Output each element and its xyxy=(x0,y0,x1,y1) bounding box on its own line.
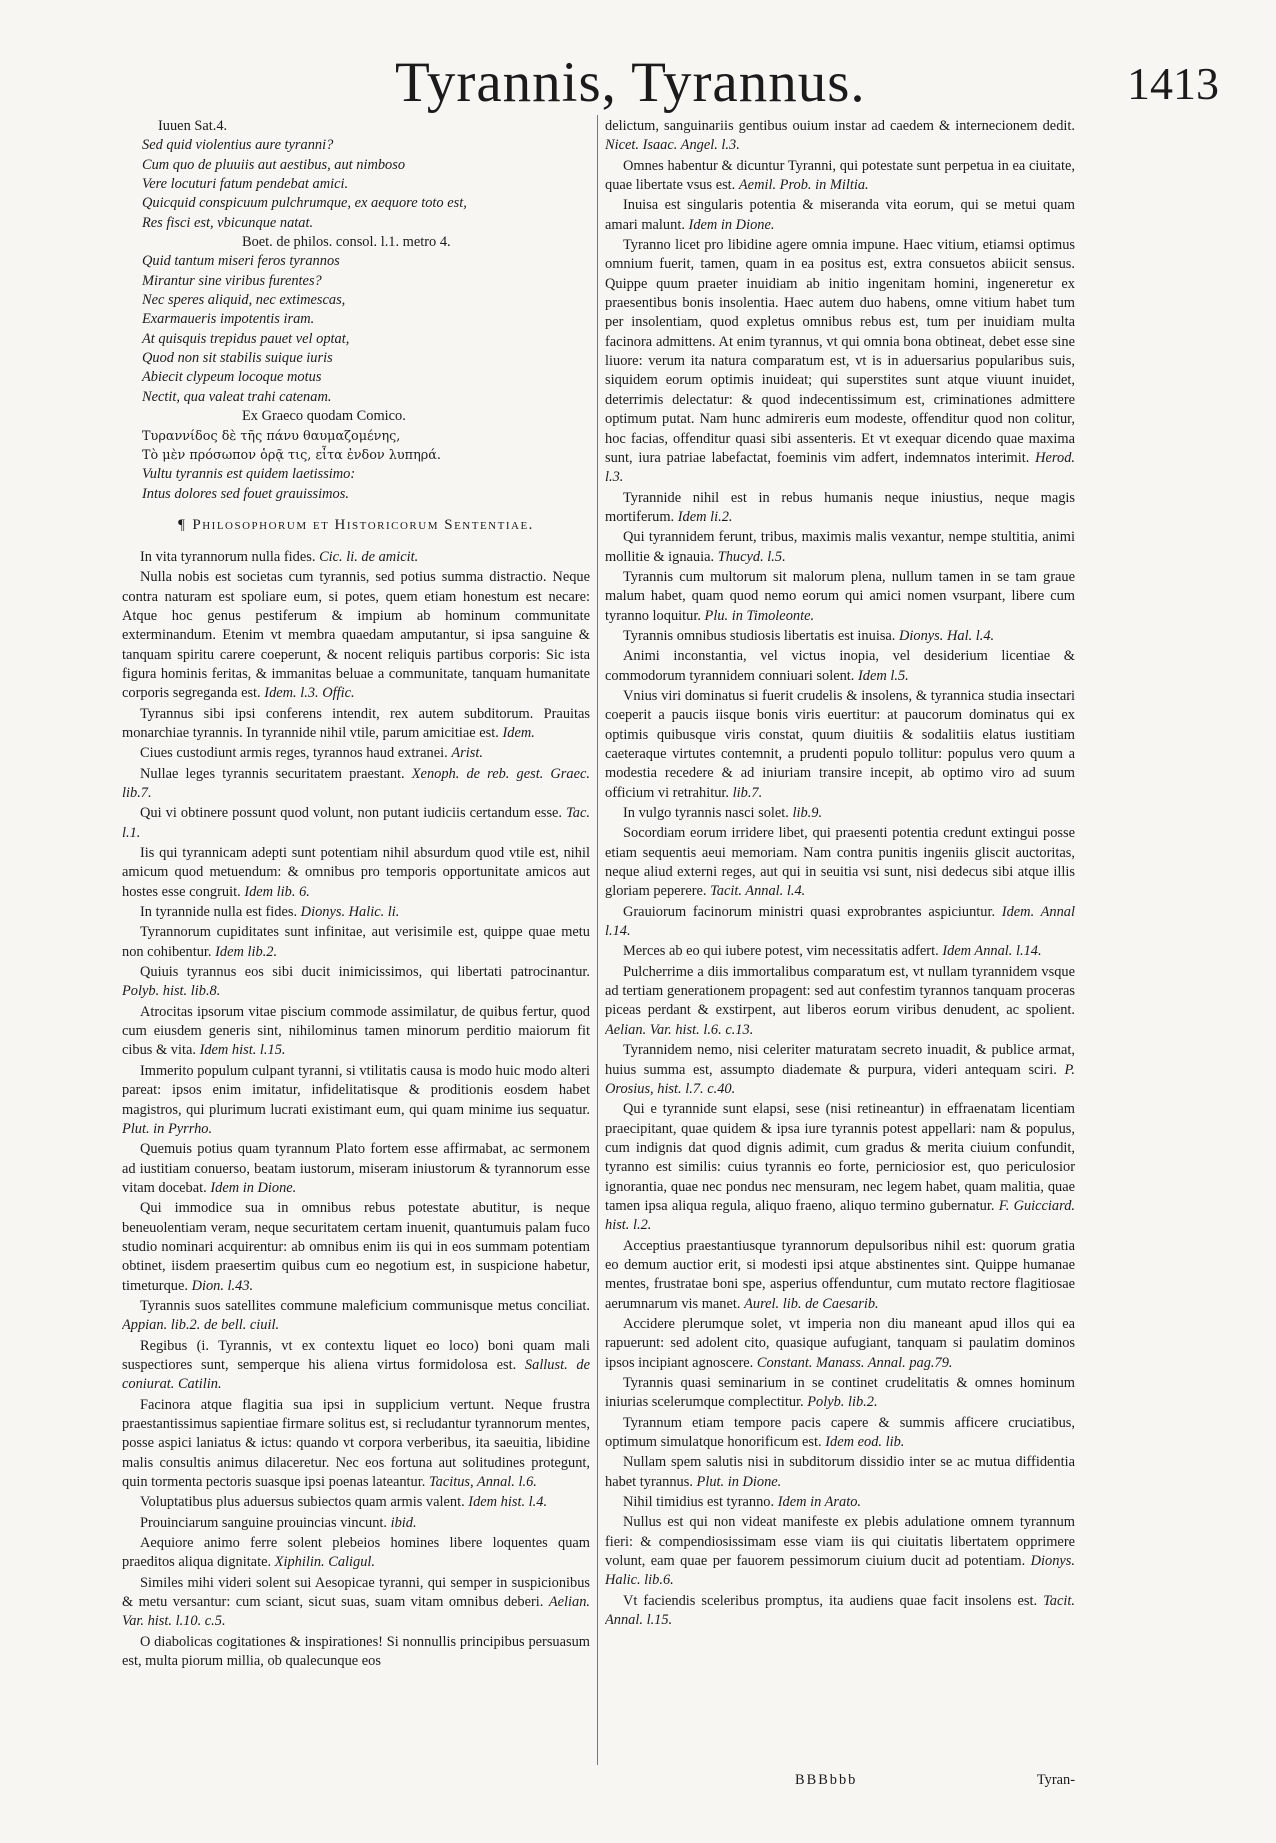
quotation-text: Tyrannis quasi seminarium in se continet crudelitatis & omnes hominum iniurias scelerumque complectitur. xyxy=(605,1375,1075,1411)
quotation-text: Similes mihi videri solent sui Aesopicae tyranni, qui semper in suspicionibus & metu versantur: cum sciant, sicut suas, suam vitam omnibus deberi. xyxy=(122,1574,590,1611)
quotation-text: Nullae leges tyrannis securitatem praestant. xyxy=(140,765,405,782)
quotation-paragraph xyxy=(122,1534,590,1573)
right-paragraphs xyxy=(605,117,1075,1630)
quotation-text: Tyrannis cum multorum sit malorum plena, nullum tamen in se tam graue malum habet, quam quod nemo eorum qui amici nomen vsurpant, libere cum tyranno loquitur. xyxy=(605,568,1075,624)
greek-verses xyxy=(122,427,590,466)
juvenal-source: Iuuen Sat.4. xyxy=(158,118,228,134)
quotation-text: Regibus (i. Tyrannis, vt ex contextu liquet eo loco) boni quam mali suspectiores sunt, semperque his aliena virtus formidolosa est. xyxy=(122,1337,590,1373)
citation: Dionys. Halic. lib.6. xyxy=(605,1553,1075,1589)
quotation-text: Tyrannus sibi ipsi conferens intendit, rex autem subditorum. Prauitas monarchiae tyrannis. In tyrannide nihil vtile, parum amicitiae est. xyxy=(122,705,590,741)
page-number: 1413 xyxy=(1127,58,1219,109)
latin-translation-verses xyxy=(122,465,590,504)
quotation-text: Prouinciarum sanguine prouincias vincunt. xyxy=(140,1514,387,1531)
verse-line: Nectit, qua valeat trahi catenam. xyxy=(142,388,332,405)
citation: Aurel. lib. de Caesarib. xyxy=(744,1295,879,1312)
citation: Tacitus, Annal. l.6. xyxy=(428,1474,537,1491)
quotation-paragraph xyxy=(122,1140,590,1198)
quotation-paragraph xyxy=(605,627,1075,646)
quotation-text: In tyrannide nulla est fides. xyxy=(140,904,298,921)
quotation-paragraph xyxy=(605,963,1075,1040)
verse-line: Quod non sit stabilis suique iuris xyxy=(142,350,333,367)
quotation-paragraph xyxy=(605,489,1075,528)
quotation-paragraph xyxy=(605,804,1075,823)
quotation-paragraph xyxy=(605,157,1075,196)
quotation-text: Tyrannis suos satellites commune maleficium communisque metus conciliat. xyxy=(140,1297,590,1314)
quotation-text: Voluptatibus plus aduersus subiectos quam armis valent. xyxy=(140,1494,465,1511)
quotation-paragraph xyxy=(122,1396,590,1493)
citation: Idem in Dione. xyxy=(688,216,775,233)
verse-line: Mirantur sine viribus furentes? xyxy=(142,272,322,289)
signature-mark: BBBbbb xyxy=(795,1772,858,1788)
citation: Plut. in Dione. xyxy=(696,1473,782,1490)
quotation-text: O diabolicas cogitationes & inspirationes! Si nonnullis principibus persuasum est, multa piorum millia, ob qualecunque eos xyxy=(122,1633,590,1670)
quotation-text: Immerito populum culpant tyranni, si vtilitatis causa is modo huic modo alteri pareat: ipsos enim imitatur, infidelitatisque & proditionis eosdem habet magistros, qui plurimum lucrati existimant eum, qui quam minime ius sequatur. xyxy=(122,1062,590,1118)
quotation-text: Tyrannorum cupiditates sunt infinitae, aut verisimile est, quippe quae metu non cohibentur. xyxy=(122,924,590,960)
column-divider xyxy=(597,115,598,1765)
quotation-text: Qui e tyrannide sunt elapsi, sese (nisi retineantur) in effraenatam licentiam praecipitant, quae quidem & ipsa iure tyrannis potest appellari: nam & populus, cum indignis dat quod dignis adimit, cum gradus & merita ciuium confundit, tyranno est similis: cuius tyrannis eo forte, perniciosior est, quo periculosior ignorantia, quae nec pondus nec mensuram, nec legem habet, quam malitia, quae tamen ipsa aliqua regula, aliquo fraeno, aliquo termino gubernatur. xyxy=(605,1101,1075,1214)
quotation-paragraph xyxy=(605,568,1075,626)
citation: Tac. l.1. xyxy=(122,805,590,841)
citation: lib.7. xyxy=(732,784,763,801)
citation: Idem in Arato. xyxy=(777,1494,861,1511)
citation: Xiphilin. Caligul. xyxy=(274,1554,376,1571)
citation: Cic. li. de amicit. xyxy=(319,548,419,565)
citation: Nicet. Isaac. Angel. l.3. xyxy=(605,137,740,154)
quotation-text: Grauiorum facinorum ministri quasi exprobrantes aspiciuntur. xyxy=(623,903,996,920)
quotation-paragraph xyxy=(122,1003,590,1061)
quotation-text: Qui immodice sua in omnibus rebus potestate abutitur, is neque beneuolentiam veram, neque securitatem certam inuenit, quantumuis palam fuco studio nominari acquirentur: ab omnibus enim iis qui in eos summam potentiam obtinet, iisdem praesertim quibus cum eo negotium est, in suspicione habetur, timeturque. xyxy=(122,1200,590,1294)
quotation-text: Pulcherrime a diis immortalibus comparatum est, vt nullam tyrannidem vsque ad tertiam generationem propagent: sed aut confestim tyrannos tanquam proceras piceas perdant & exstirpent, aut liberos eorum viribus denudent, ac spolient. xyxy=(605,963,1075,1019)
verse-line: Quicquid conspicuum pulchrumque, ex aequore toto est, xyxy=(142,195,467,212)
citation: Aemil. Prob. in Miltia. xyxy=(738,177,869,194)
citation: Tacit. Annal. l.15. xyxy=(605,1592,1075,1629)
quotation-paragraph xyxy=(122,963,590,1002)
quotation-text: Accidere plerumque solet, vt imperia non diu maneant apud illos qui ea rapuerunt: sed adolent cito, quasique aufugiant, tanquam si paulatim dominos ipsos incipiant agnoscere. xyxy=(605,1315,1075,1371)
citation: Appian. lib.2. de bell. ciuil. xyxy=(122,1317,280,1334)
citation: Dionys. Halic. li. xyxy=(300,904,400,921)
verse-line: Nec speres aliquid, nec extimescas, xyxy=(142,292,346,309)
quotation-paragraph xyxy=(122,903,590,922)
citation: Dionys. Hal. l.4. xyxy=(899,627,995,644)
quotation-text: Nulla nobis est societas cum tyrannis, sed potius summa distractio. Neque contra naturam est spoliare eum, si potes, quem etiam honestum est necare: Atque hoc genus pestiferum & impium ab hominum communitate exterminandum. Etenim vt membra quaedam amputantur, si ipsa sanguine & tanquam spiritu carere coeperunt, & nocent reliquis partibus corporis: Sic ista figura hominis feritas, & immanitas beluae a communitate, tanquam humanitate corporis segreganda est. xyxy=(122,569,590,702)
quotation-text: Merces ab eo qui iubere potest, vim necessitatis adfert. xyxy=(623,943,939,960)
citation: Sallust. de coniurat. Catilin. xyxy=(122,1356,590,1393)
quotation-text: Tyrannide nihil est in rebus humanis neque iniustius, neque magis mortiferum. xyxy=(605,489,1075,525)
verse-line: Res fisci est, vbicunque natat. xyxy=(142,214,314,231)
quotation-paragraph xyxy=(605,824,1075,901)
quotation-paragraph xyxy=(605,1041,1075,1099)
verse-line: Vultu tyrannis est quidem laetissimo: xyxy=(142,466,356,483)
greek-verse-line: Τὸ μὲν πρόσωπον ὁρᾷ τις, εἶτα ἐνδον λυπηρά. xyxy=(142,447,441,463)
quotation-paragraph xyxy=(605,903,1075,942)
quotation-paragraph xyxy=(605,1237,1075,1314)
quotation-paragraph xyxy=(122,1062,590,1139)
citation: Aelian. Var. hist. l.6. c.13. xyxy=(605,1021,754,1038)
quotation-text: Atrocitas ipsorum vitae piscium commode assimilatur, de quibus fertur, quod cum eiusdem generis sint, nihilominus tamen minorum perditio maiorum fit cibus & vita. xyxy=(122,1003,590,1059)
citation: Polyb. lib.2. xyxy=(807,1394,878,1411)
quotation-paragraph xyxy=(122,765,590,804)
verse-line: Cum quo de pluuiis aut aestibus, aut nimboso xyxy=(142,156,406,173)
quotation-paragraph xyxy=(122,1633,590,1672)
section-heading: ¶ Philosophorum et Historicorum Sententiae. xyxy=(178,516,534,533)
citation: Idem eod. lib. xyxy=(825,1434,905,1451)
citation: Polyb. hist. lib.8. xyxy=(122,983,221,1000)
quotation-text: Omnes habentur & dicuntur Tyranni, qui potestate sunt perpetua in ea ciuitate, quae libertate vsus est. xyxy=(605,157,1075,194)
citation: Idem in Dione. xyxy=(210,1179,297,1196)
quotation-paragraph xyxy=(122,923,590,962)
quotation-text: Qui tyrannidem ferunt, tribus, maximis malis vexantur, nempe stultitia, animi mollitie & ignauia. xyxy=(605,529,1075,565)
verse-line: Sed quid violentius aure tyranni? xyxy=(142,137,334,154)
quotation-text: Iis qui tyrannicam adepti sunt potentiam nihil absurdum quod vtile est, nihil amicum quod metuendum: & omnibus pro temporis opportunitate amicos aut hostes esse congruit. xyxy=(122,845,590,900)
quotation-paragraph xyxy=(605,942,1075,961)
catchword: Tyran- xyxy=(1036,1772,1075,1788)
citation: Dion. l.43. xyxy=(191,1277,254,1294)
quotation-text: In vulgo tyrannis nasci solet. xyxy=(623,805,789,822)
citation: Idem lib.2. xyxy=(215,943,278,960)
quotation-text: Ciues custodiunt armis reges, tyrannos haud extranei. xyxy=(140,745,448,762)
quotation-text: Qui vi obtinere possunt quod volunt, non putant iudiciis certandum esse. xyxy=(140,805,563,822)
quotation-paragraph xyxy=(605,117,1075,156)
citation: Plut. in Pyrrho. xyxy=(122,1120,213,1137)
pilcrow-icon: ¶ xyxy=(178,516,187,533)
quotation-text: Facinora atque flagitia sua ipsi in supplicium vertunt. Neque frustra praestantissimus sapientiae firmare solitus est, si recludantur tyrannorum mentes, posse aspici laniatus & ictus: quando vt corpora verberibus, ita saeuitia, libidine malis consultis animus dilaceretur. Nec eos fortuna aut solitudines protegunt, quin tormenta pectoris suasque ipsi poenas lateantur. xyxy=(122,1396,590,1491)
quotation-text: Tyrannidem nemo, nisi celeriter maturatam secreto inuadit, & publice armat, huius summa est, assumpto diademate & purpura, videri antequam sciri. xyxy=(605,1042,1075,1078)
quotation-paragraph xyxy=(605,1453,1075,1492)
quotation-paragraph xyxy=(605,1414,1075,1453)
greek-source: Ex Graeco quodam Comico. xyxy=(242,408,406,425)
greek-verse-line: Τυραννίδος δὲ τῆς πάνυ θαυμαζομένης, xyxy=(142,428,401,444)
citation: Idem hist. l.15. xyxy=(199,1042,286,1059)
boethius-source: Boet. de philos. consol. l.1. metro 4. xyxy=(242,234,451,251)
verse-line: Exarmaueris impotentis iram. xyxy=(142,311,315,328)
citation: Plu. in Timoleonte. xyxy=(704,607,815,624)
citation: Idem li.2. xyxy=(677,508,733,525)
quotation-paragraph xyxy=(122,568,590,703)
quotation-text: Vnius viri dominatus si fuerit crudelis & insolens, & tyrannica studia insectari coeperit a paucis iisque bonis viris euertitur: at paucorum dominatus qui ex optimis quibusque viris constat, quum diuitiis & sodalitiis elatus iustitiam caeteraque virtutes contemnit, a prudenti populo tollitur: populus vero quum a modestia recedere & ad iniuriam transire incepit, ab optimo viro ad suum officium vi retrahitur. xyxy=(605,687,1075,801)
citation: lib.9. xyxy=(792,805,823,822)
verse-line: Intus dolores sed fouet grauissimos. xyxy=(142,485,349,502)
citation: P. Orosius, hist. l.7. c.40. xyxy=(605,1061,1075,1097)
quotation-text: Quemuis potius quam tyrannum Plato fortem esse affirmabat, ac sermonem ad iustitiam conuerso, beatam iustorum, miseram iniustorum & tyrannorum esse vitam docebat. xyxy=(122,1141,590,1196)
quotation-paragraph xyxy=(122,1514,590,1533)
quotation-text: Tyranno licet pro libidine agere omnia impune. Haec vitium, etiamsi optimus omnium fuerit, tamen, quam in ea positus est, extra consuetos abiicit sensus. Quippe quum praeter inuidiam ab initio ingenitam homini, ingeneretur ex praesentibus bonis insolentia. Haec autem duo habens, omne vitium habet tum per insolentiam, quod expletus omnibus rebus est, tum per inuidiam multa facinora admittens. At enim tyrannus, vt qui omnia bona obtineat, debet esse sine liuore: verum ita natura comparatum est, vt is in aduersarius popularibus suis, siquidem eorum optimis inuideat; qui superstites sunt atque viuunt inuidet, deterrimis delectatur: & quod indecentissimum est, criminationes admittere optimum putat. Nam hunc admireris eum modeste, offenditur quod non colitur, hoc facias, offenditur quasi sibi assenteris. Et vt exequar dicendo quae maxima sunt, iura patriae labefactat, foeminis vim adfert, indemnatos interimit. xyxy=(605,237,1075,466)
quotation-paragraph xyxy=(605,1592,1075,1631)
quotation-paragraph xyxy=(605,1493,1075,1512)
quotation-paragraph xyxy=(122,744,590,763)
citation: Idem. xyxy=(502,724,535,741)
quotation-text: Quiuis tyrannus eos sibi ducit inimicissimos, qui libertati patrocinantur. xyxy=(140,964,590,981)
quotation-text: Nullam spem salutis nisi in subditorum dissidio inter se ac mutua diffidentia habet tyrannus. xyxy=(605,1454,1075,1490)
quotation-text: delictum, sanguinariis gentibus ouium instar ad caedem & internecionem dedit. xyxy=(605,118,1075,134)
running-header xyxy=(0,48,1276,118)
citation: F. Guicciard. hist. l.2. xyxy=(605,1197,1075,1234)
quotation-paragraph xyxy=(122,548,590,567)
quotation-text: Nullus est qui non videat manifeste ex plebis adulatione omnem tyrannum fieri: & compendiosissimam esse viam iis qui ciuitatis libertatem opprimere volunt, eam quae per fauorem pessimorum ciuium ducit ad potentiam. xyxy=(605,1514,1075,1570)
quotation-paragraph xyxy=(122,804,590,843)
quotation-paragraph xyxy=(122,1199,590,1296)
citation: Idem. Annal l.14. xyxy=(605,903,1075,940)
quotation-paragraph xyxy=(605,1513,1075,1590)
quotation-paragraph xyxy=(605,647,1075,686)
citation: Idem. l.3. Offic. xyxy=(264,685,355,702)
page-title: Tyrannis, Tyrannus. xyxy=(395,51,866,114)
citation: Idem Annal. l.14. xyxy=(942,943,1042,960)
quotation-text: In vita tyrannorum nulla fides. xyxy=(140,548,316,565)
quotation-text: Tyrannum etiam tempore pacis capere & summis afficere cruciatibus, optimum simulatque honorificum est. xyxy=(605,1414,1075,1451)
citation: Idem hist. l.4. xyxy=(468,1494,548,1511)
quotation-text: Nihil timidius est tyranno. xyxy=(623,1494,775,1511)
left-paragraphs xyxy=(122,548,590,1672)
juvenal-verses xyxy=(122,136,590,233)
boethius-verses xyxy=(122,252,590,407)
quotation-paragraph xyxy=(605,528,1075,567)
citation: ibid. xyxy=(390,1514,417,1531)
quotation-paragraph xyxy=(605,1374,1075,1413)
citation: Idem lib. 6. xyxy=(244,883,310,900)
left-column xyxy=(122,117,590,1767)
verse-line: Quid tantum miseri feros tyrannos xyxy=(142,253,340,270)
quotation-paragraph xyxy=(122,705,590,744)
quotation-paragraph xyxy=(605,196,1075,235)
quotation-paragraph xyxy=(122,1493,590,1512)
verse-line: Vere locuturi fatum pendebat amici. xyxy=(142,176,349,193)
quotation-paragraph xyxy=(605,1315,1075,1373)
quotation-text: Tyrannis omnibus studiosis libertatis est inuisa. xyxy=(623,627,896,644)
citation: Constant. Manass. Annal. pag.79. xyxy=(756,1354,953,1371)
quotation-text: Animi inconstantia, vel victus inopia, vel desiderium licentiae & commodorum tyrannidem conniuari solent. xyxy=(605,648,1075,684)
citation: Idem l.5. xyxy=(858,667,909,684)
quotation-text: Socordiam eorum irridere libet, qui praesenti potentia credunt extingui posse etiam sequentis aeui memoriam. Nam contra punitis ingeniis gliscit auctoritas, neque aliud externi reges, aut qui in seuitia vsi sunt, nisi dedecus sibi atque illis gloriam peperere. xyxy=(605,825,1075,900)
citation: Thucyd. l.5. xyxy=(717,548,786,565)
citation: Tacit. Annal. l.4. xyxy=(710,883,806,900)
citation: Arist. xyxy=(451,745,483,762)
quotation-text: Vt faciendis sceleribus promptus, ita audiens quae facit insolens est. xyxy=(623,1592,1038,1609)
quotation-paragraph xyxy=(122,1574,590,1632)
quotation-text: Inuisa est singularis potentia & miseranda vita eorum, qui se metui quam amari malunt. xyxy=(605,197,1075,233)
citation: Herod. l.3. xyxy=(605,449,1075,486)
quotation-paragraph xyxy=(605,687,1075,803)
quotation-paragraph xyxy=(122,844,590,902)
citation: Aelian. Var. hist. l.10. c.5. xyxy=(122,1594,590,1630)
citation: Xenoph. de reb. gest. Graec. lib.7. xyxy=(122,765,590,801)
quotation-paragraph xyxy=(605,236,1075,487)
quotation-paragraph xyxy=(122,1337,590,1395)
quotation-paragraph xyxy=(122,1297,590,1336)
quotation-text: Acceptius praestantiusque tyrannorum depulsoribus nihil est: quorum gratia eo demum auctior erit, si modesti ipsi atque abstinentes sint. Quippe humanae mentes, frustratae boni spe, asperius offenduntur, cum mutato rectore flagitiosae aerumnarum vis manet. xyxy=(605,1237,1075,1312)
verse-line: Abiecit clypeum locoque motus xyxy=(142,369,322,386)
right-column xyxy=(605,117,1075,1777)
quotation-text: Aequiore animo ferre solent plebeios homines libere loquentes quam praeditos aliqua dignitate. xyxy=(122,1535,590,1571)
quotation-paragraph xyxy=(605,1100,1075,1235)
page-footer xyxy=(605,1770,1075,1792)
verse-line: At quisquis trepidus pauet vel optat, xyxy=(142,330,350,347)
